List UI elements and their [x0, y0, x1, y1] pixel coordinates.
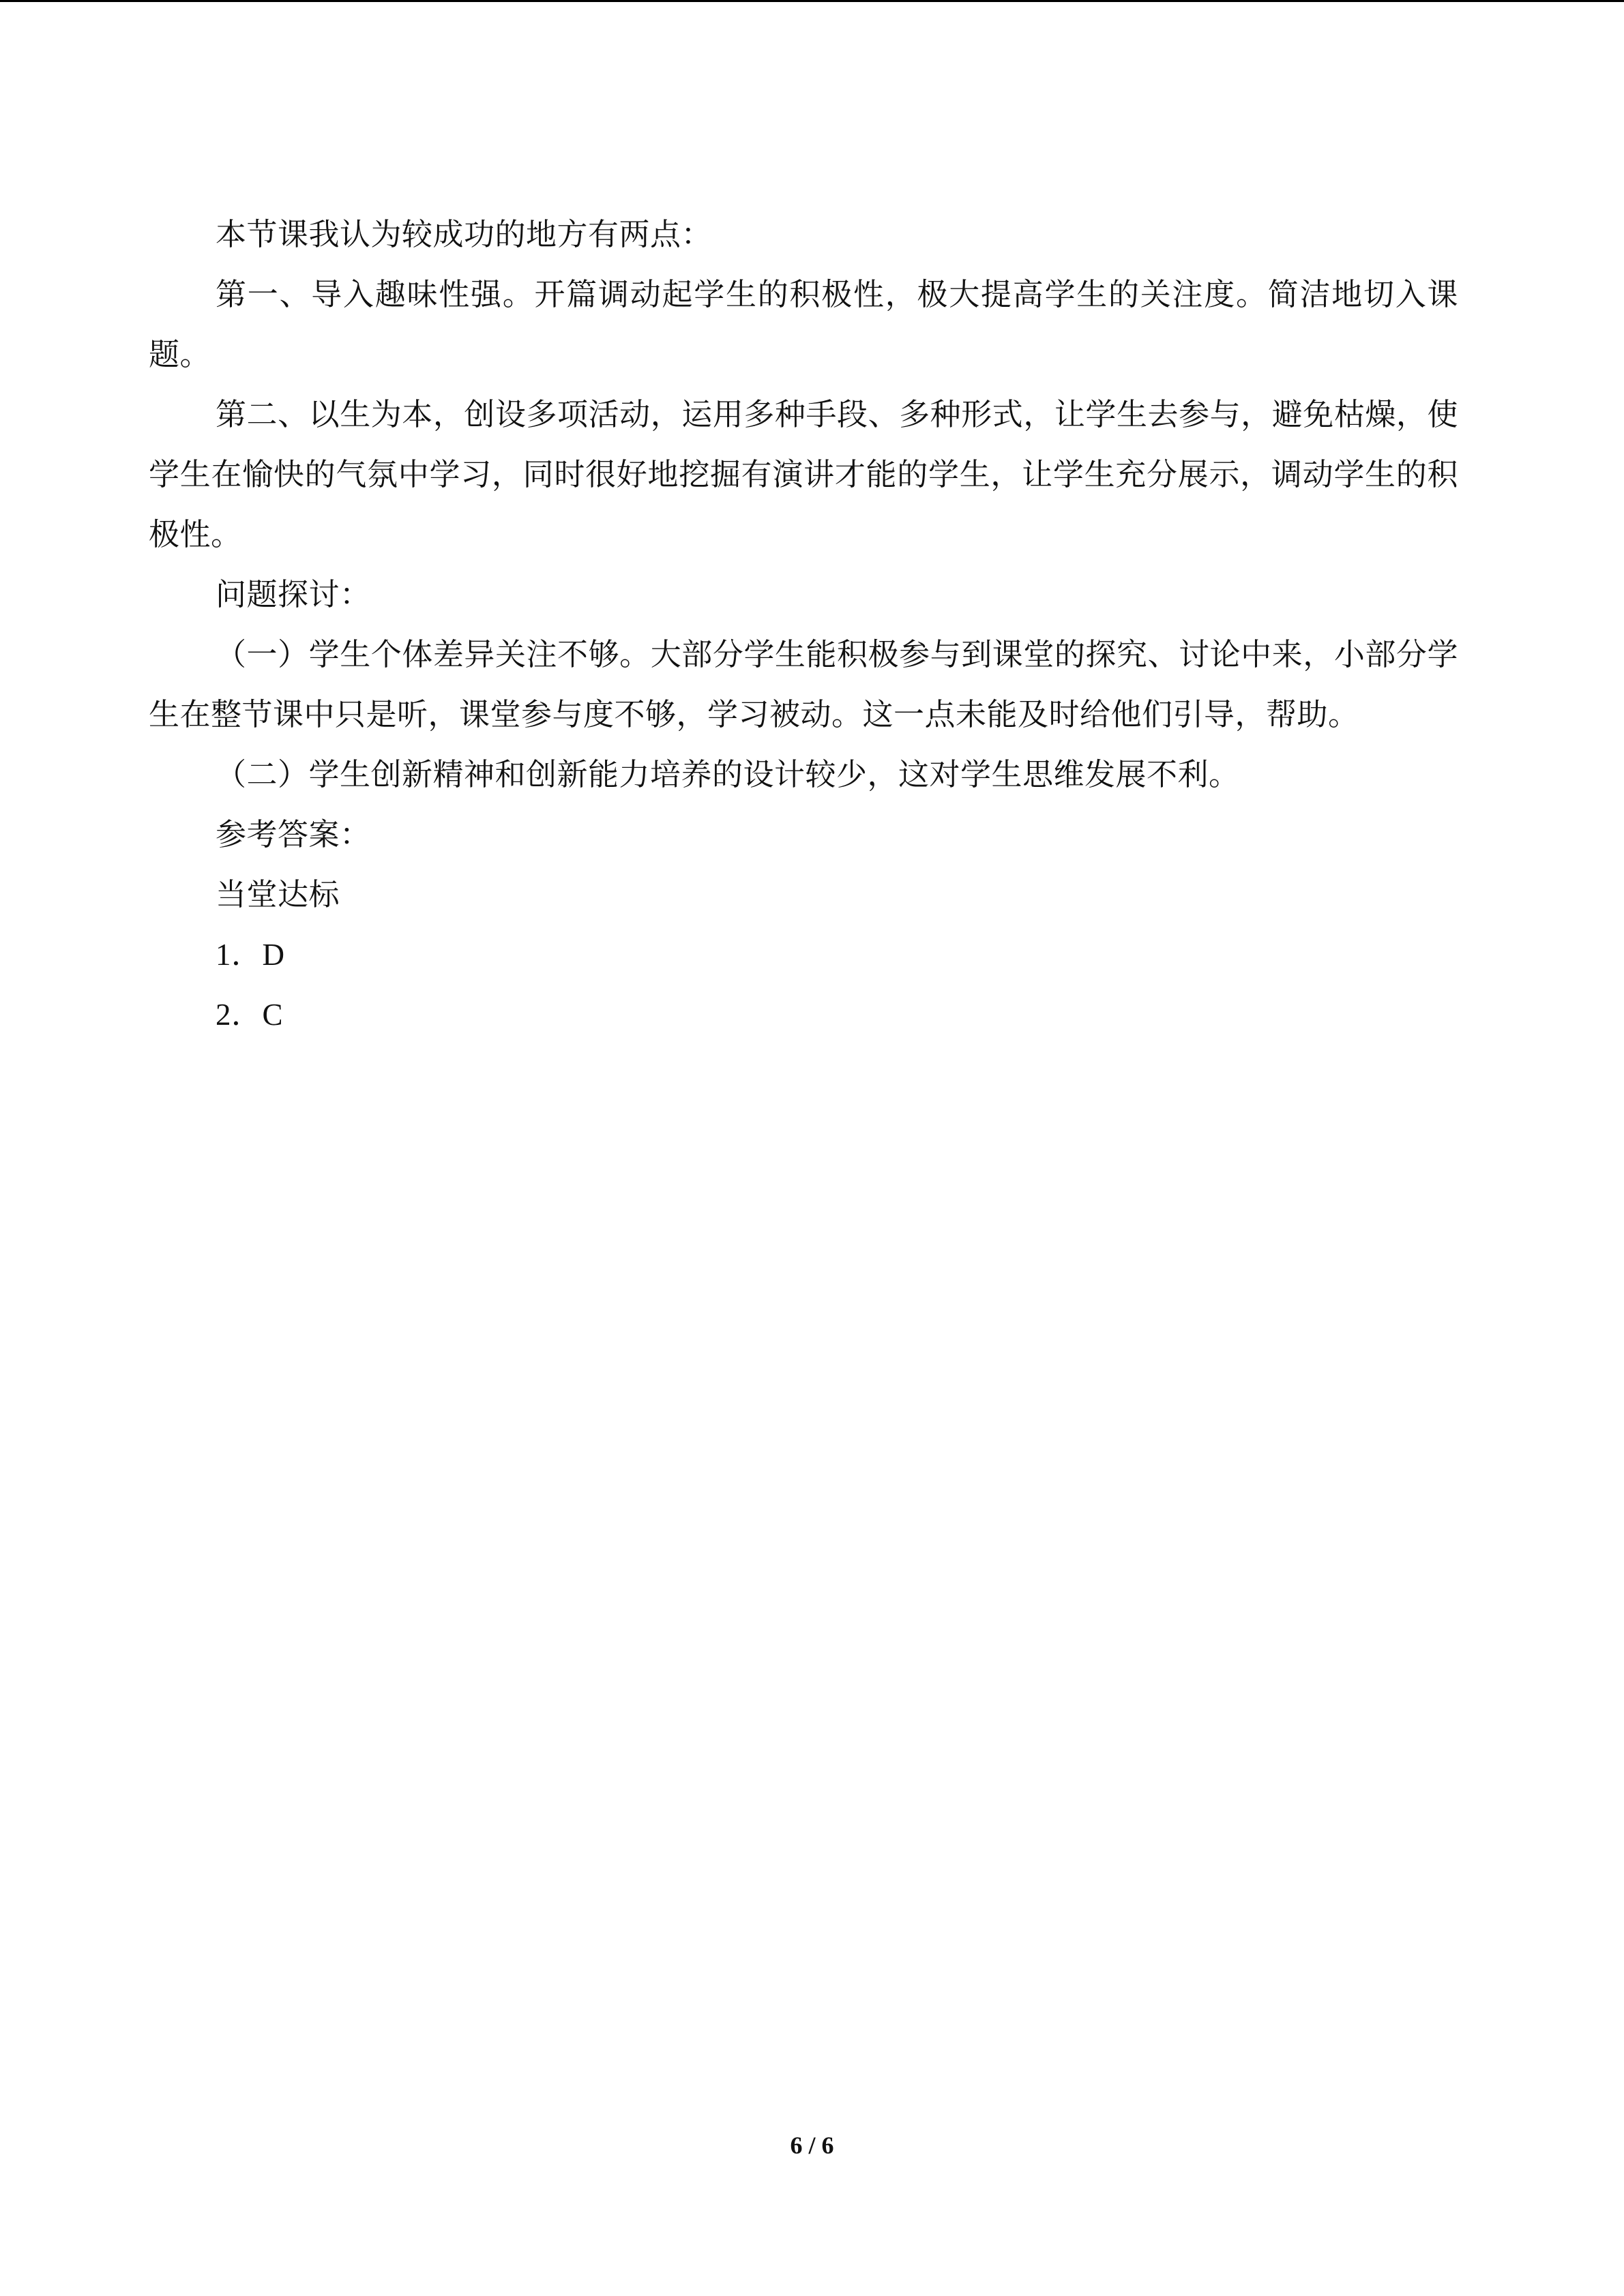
- answer-item-2: 2．C: [216, 998, 284, 1032]
- answer-item-1: 1．D: [216, 938, 285, 972]
- paragraph-issue-one: （一）学生个体差异关注不够。大部分学生能积极参与到课堂的探究、讨论中来，小部分学生在整节课中只是听，课堂参与度不够，学习被动。这一点未能及时给他们引导，帮助。: [149, 636, 1458, 732]
- paragraph-issue-two: （二）学生创新精神和创新能力培养的设计较少，这对学生思维发展不利。: [216, 756, 1240, 792]
- paragraph-issues-heading: 问题探讨：: [216, 576, 371, 612]
- paragraph-summary-intro: 本节课我认为较成功的地方有两点：: [216, 216, 713, 252]
- paragraph-in-class-goals: 当堂达标: [216, 876, 340, 912]
- paragraph-point-two: 第二、以生为本，创设多项活动，运用多种手段、多种形式，让学生去参与，避免枯燥，使学生在愉快的气氛中学习，同时很好地挖掘有演讲才能的学生，让学生充分展示，调动学生的积极性。: [149, 396, 1458, 552]
- paragraph-point-one: 第一、导入趣味性强。开篇调动起学生的积极性，极大提高学生的关注度。简洁地切入课题。: [149, 276, 1458, 372]
- top-border-line: [0, 0, 1624, 2]
- paragraph-answers-heading: 参考答案：: [216, 816, 371, 852]
- page-number: 6 / 6: [790, 2132, 834, 2159]
- document-body: [149, 205, 1458, 1045]
